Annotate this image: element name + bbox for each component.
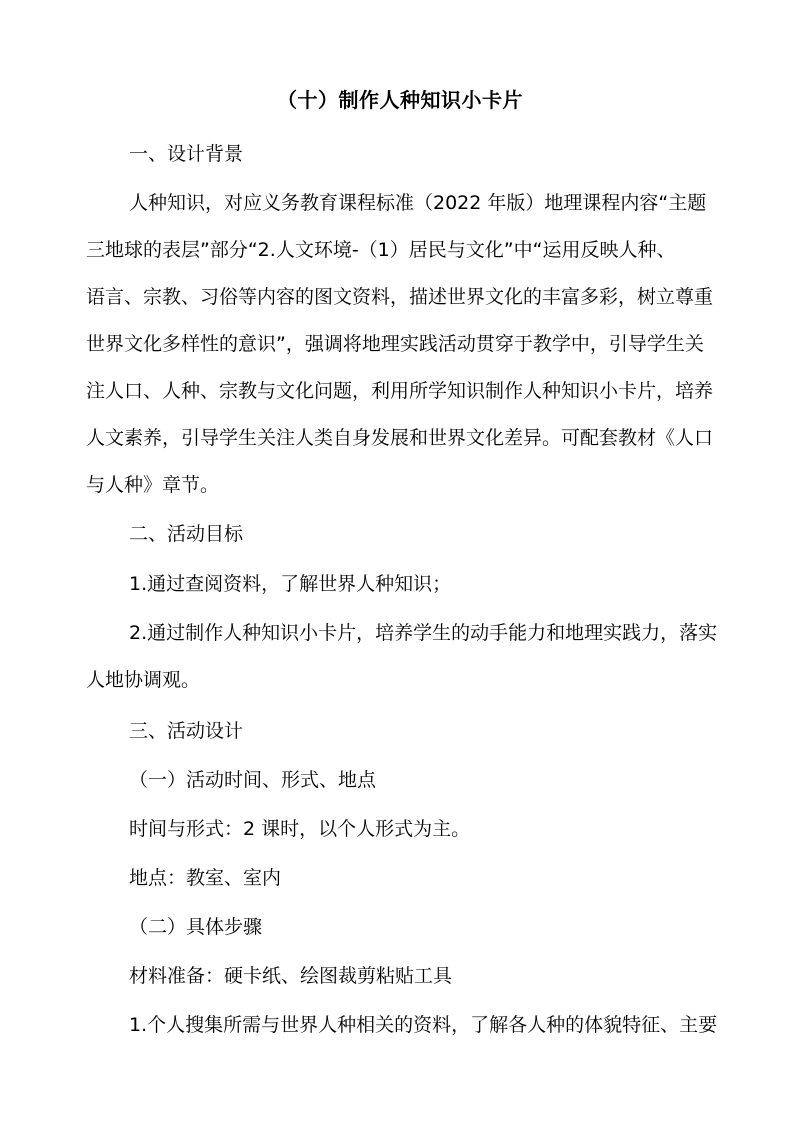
paragraph-line: 世界文化多样性的意识”，强调将地理实践活动贯穿于教学中，引导学生关 (86, 333, 704, 355)
paragraph-line: 与人种》章节。 (86, 474, 220, 496)
goal-item-1: 1.通过查阅资料，了解世界人种知识； (129, 573, 452, 595)
document-title: （十）制作人种知识小卡片 (277, 88, 523, 112)
goal-item-2-line-2: 人地协调观。 (86, 669, 201, 691)
materials: 材料准备：硬卡纸、绘图裁剪粘贴工具 (129, 965, 453, 987)
subsection-heading-steps: （二）具体步骤 (129, 916, 263, 938)
section-heading-background: 一、设计背景 (129, 143, 244, 165)
paragraph-line: 语言、宗教、习俗等内容的图文资料，描述世界文化的丰富多彩，树立尊重 (86, 286, 714, 308)
subsection-heading-time-place: （一）活动时间、形式、地点 (129, 769, 377, 791)
paragraph-line: 注人口、人种、宗教与文化问题，利用所学知识制作人种知识小卡片，培养 (86, 380, 714, 402)
location: 地点：教室、室内 (129, 867, 282, 889)
paragraph-line: 三地球的表层”部分“2.人文环境-（1）居民与文化”中“运用反映人种、 (86, 239, 676, 261)
section-heading-goals: 二、活动目标 (129, 523, 244, 545)
goal-item-2-line-1: 2.通过制作人种知识小卡片，培养学生的动手能力和地理实践力，落实 (129, 622, 718, 644)
step-1: 1.个人搜集所需与世界人种相关的资料，了解各人种的体貌特征、主要 (129, 1014, 718, 1036)
paragraph-line: 人种知识，对应义务教育课程标准（2022 年版）地理课程内容“主题 (129, 192, 707, 214)
section-heading-design: 三、活动设计 (129, 720, 244, 742)
paragraph-line: 人文素养，引导学生关注人类自身发展和世界文化差异。可配套教材《人口 (86, 427, 714, 449)
time-and-format: 时间与形式：2 课时，以个人形式为主。 (129, 818, 471, 840)
